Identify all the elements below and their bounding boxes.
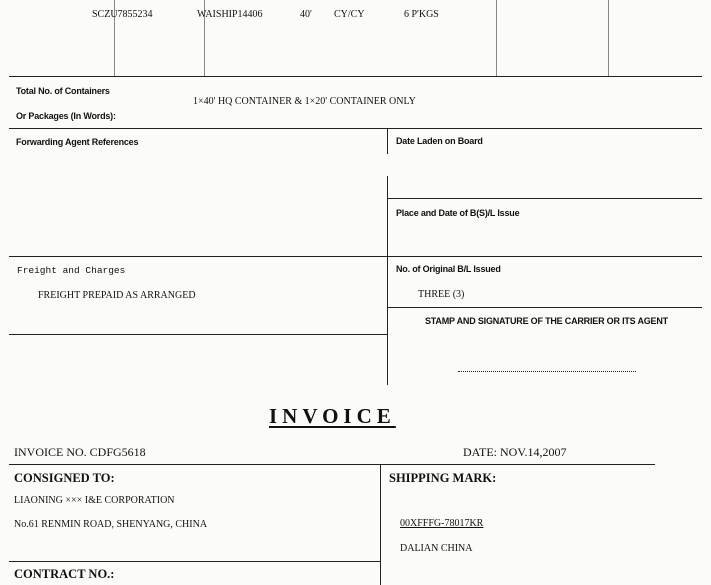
date-laden-label: Date Laden on Board <box>396 136 483 146</box>
column-divider <box>496 0 497 76</box>
column-divider <box>387 128 388 154</box>
contract-number-label: CONTRACT NO.: <box>14 567 115 581</box>
invoice-date: DATE: NOV.14,2007 <box>463 445 567 459</box>
shipping-mark-destination: DALIAN CHINA <box>400 543 473 554</box>
forwarding-agent-label: Forwarding Agent References <box>16 137 139 147</box>
row-divider <box>9 464 655 465</box>
total-containers-label-1: Total No. of Containers <box>16 86 110 96</box>
container-size: 40' <box>300 9 312 20</box>
freight-label: Freight and Charges <box>17 265 126 276</box>
column-divider <box>380 464 381 585</box>
invoice-title: INVOICE <box>269 404 396 428</box>
signature-line <box>458 371 636 372</box>
row-divider <box>9 76 702 77</box>
row-divider <box>9 128 702 129</box>
total-containers-label-2: Or Packages (In Words): <box>16 111 116 121</box>
seal-number: WAISHIP14406 <box>197 9 263 20</box>
service-term: CY/CY <box>334 9 365 20</box>
original-bl-value: THREE (3) <box>418 289 465 300</box>
stamp-label: STAMP AND SIGNATURE OF THE CARRIER OR ITS AGENT <box>425 316 668 326</box>
container-number: SCZU7855234 <box>92 9 153 20</box>
invoice-number: INVOICE NO. CDFG5618 <box>14 445 146 459</box>
row-divider <box>387 198 702 199</box>
shipping-mark-code: 00XFFFG-78017KR <box>400 518 484 529</box>
row-divider <box>9 256 702 257</box>
row-divider <box>9 334 387 335</box>
package-count: 6 P'KGS <box>404 9 439 20</box>
freight-value: FREIGHT PREPAID AS ARRANGED <box>38 290 196 301</box>
row-divider <box>9 561 380 562</box>
row-divider <box>387 307 702 308</box>
place-date-issue-label: Place and Date of B(S)/L Issue <box>396 208 520 218</box>
consignee-name: LIAONING ××× I&E CORPORATION <box>14 495 175 506</box>
shipping-mark-label: SHIPPING MARK: <box>389 471 497 485</box>
total-containers-value: 1×40' HQ CONTAINER & 1×20' CONTAINER ONLY <box>193 96 416 107</box>
consignee-address: No.61 RENMIN ROAD, SHENYANG, CHINA <box>14 519 208 530</box>
consigned-to-label: CONSIGNED TO: <box>14 471 115 485</box>
column-divider <box>387 176 388 385</box>
column-divider <box>608 0 609 76</box>
original-bl-label: No. of Original B/L Issued <box>396 264 501 274</box>
